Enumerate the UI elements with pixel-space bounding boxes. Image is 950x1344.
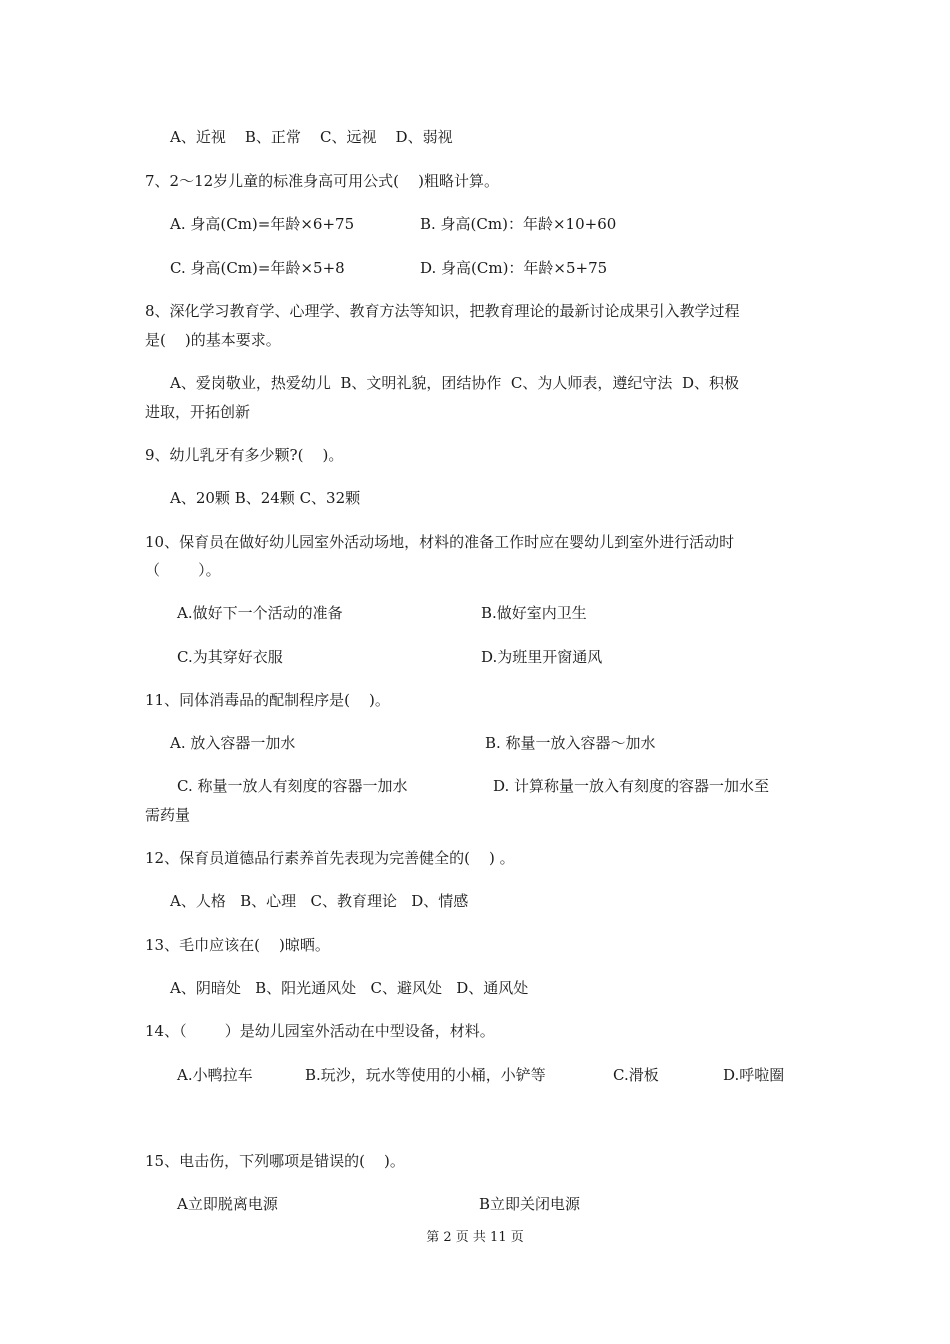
question-8-cont: 是( )的基本要求。 <box>145 331 281 349</box>
q7-option-a: A. 身高(Cm)=年龄×6+75 <box>170 215 355 233</box>
q7-option-b: B. 身高(Cm)：年龄×10+60 <box>420 215 617 233</box>
question-10: 10、保育员在做好幼儿园室外活动场地，材料的准备工作时应在婴幼儿到室外进行活动时 <box>145 533 735 551</box>
q14-option-d: D.呼啦圈 <box>723 1066 785 1084</box>
page-number: 第 2 页 共 11 页 <box>426 1230 524 1245</box>
q10-option-d: D.为班里开窗通风 <box>481 648 603 666</box>
page-footer <box>0 1228 950 1248</box>
q7-option-d: D. 身高(Cm)：年龄×5+75 <box>420 259 608 277</box>
q8-options: A、爱岗敬业，热爱幼儿 B、文明礼貌，团结协作 C、为人师表，遵纪守法 D、积极 <box>170 374 739 392</box>
q15-option-b: B立即关闭电源 <box>479 1195 581 1213</box>
q10-option-c: C.为其穿好衣服 <box>177 648 283 666</box>
question-7 <box>145 171 499 191</box>
q14-option-a: A.小鸭拉车 <box>177 1066 253 1084</box>
question-11: 11、同体消毒品的配制程序是( )。 <box>145 691 390 709</box>
q11-option-d-cont: 需药量 <box>145 806 191 824</box>
q8-options-cont: 进取，开拓创新 <box>145 403 251 421</box>
q15-option-a: A立即脱离电源 <box>177 1195 278 1213</box>
q14-option-c: C.滑板 <box>613 1066 659 1084</box>
question-9: 9、幼儿乳牙有多少颗?( )。 <box>145 446 344 464</box>
question-14: 14、（ ）是幼儿园室外活动在中型设备，材料。 <box>145 1022 495 1040</box>
q6-options <box>170 127 453 147</box>
q11-option-d: D. 计算称量一放入有刻度的容器一加水至 <box>493 777 770 795</box>
q7-option-c: C. 身高(Cm)=年龄×5+8 <box>170 259 345 277</box>
question-8: 8、深化学习教育学、心理学、教育方法等知识，把教育理论的最新讨论成果引入教学过程 <box>145 302 740 320</box>
q11-option-a: A. 放入容器一加水 <box>170 734 296 752</box>
q11-option-b: B. 称量一放入容器～加水 <box>485 734 656 752</box>
question-13: 13、毛巾应该在( )晾晒。 <box>145 936 330 954</box>
question-10-cont: （ ）。 <box>145 561 221 579</box>
q11-option-c: C. 称量一放人有刻度的容器一加水 <box>177 777 408 795</box>
question-15: 15、电击伤，下列哪项是错误的( )。 <box>145 1152 405 1170</box>
q10-option-a: A.做好下一个活动的准备 <box>177 604 343 622</box>
q10-option-b: B.做好室内卫生 <box>481 604 587 622</box>
q9-options: A、20颗 B、24颗 C、32颗 <box>170 489 361 507</box>
q12-options: A、人格 B、心理 C、教育理论 D、情感 <box>170 892 469 910</box>
question-12: 12、保育员道德品行素养首先表现为完善健全的( ) 。 <box>145 849 515 867</box>
q14-option-b: B.玩沙，玩水等使用的小桶，小铲等 <box>305 1066 546 1084</box>
option-line: A、近视 B、正常 C、远视 D、弱视 <box>170 128 453 146</box>
q13-options: A、阴暗处 B、阳光通风处 C、避风处 D、通风处 <box>170 979 529 997</box>
question-text: 7、2～12岁儿童的标准身高可用公式( )粗略计算。 <box>145 172 499 190</box>
